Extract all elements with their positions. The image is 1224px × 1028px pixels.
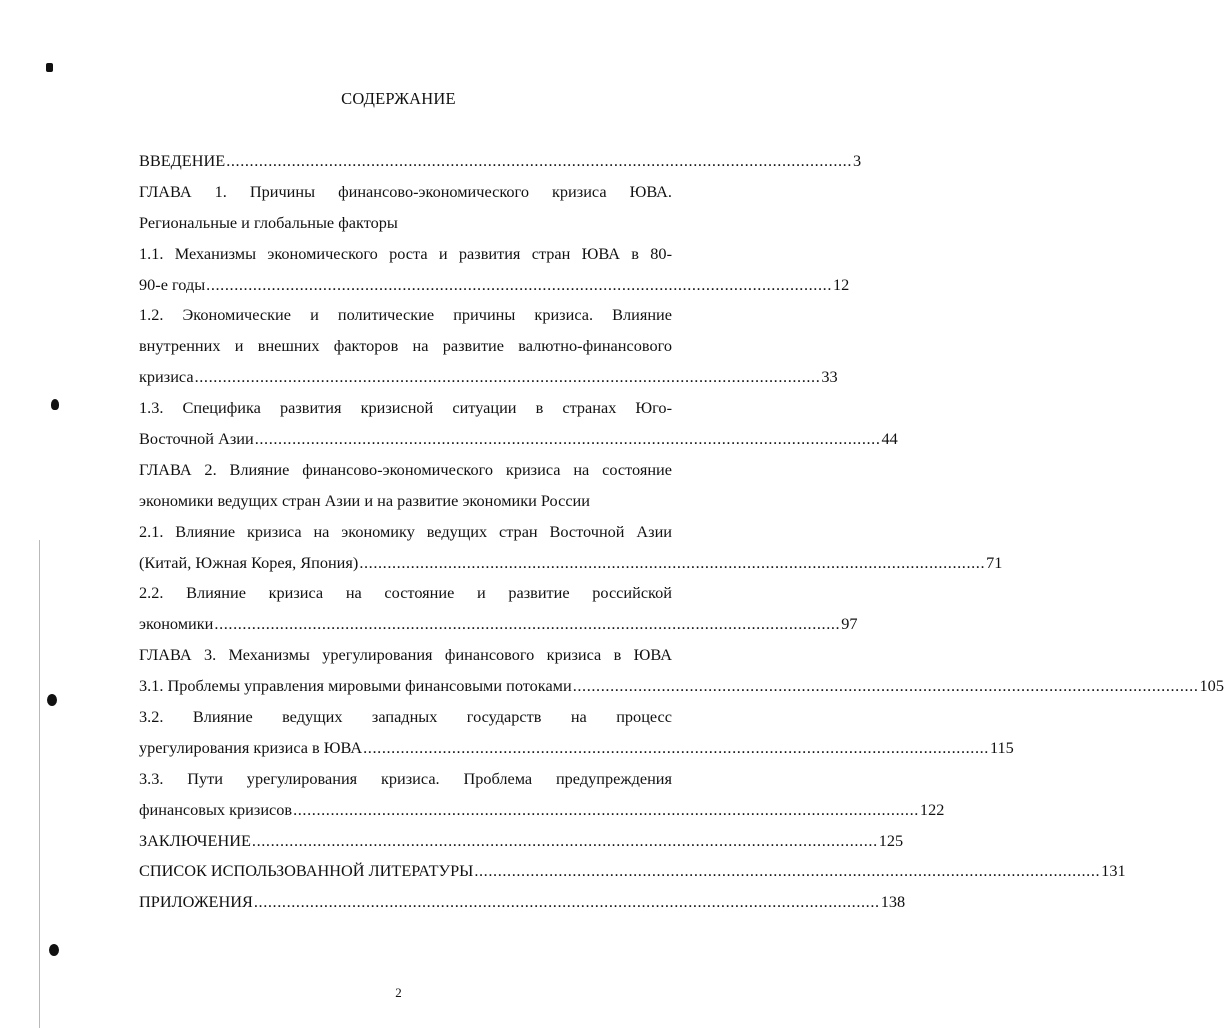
toc-entry-page: 138 [880,892,906,912]
toc-entry-page: 33 [821,367,838,387]
dot-leader: ...................................................................................................................................... [293,799,919,819]
toc-entry-section-1-2-end [139,362,838,393]
toc-entry-text: Восточной Азии [139,429,254,449]
toc-entry-references [139,856,1126,887]
toc-entry-page: 105 [1199,676,1224,696]
toc-entry-section-3-1 [139,671,1224,702]
toc-entry-section-3-3: 3.3. Пути урегулирования кризиса. Проблема предупреждения [139,768,672,788]
dot-leader: ...................................................................................................................................... [359,552,986,572]
dot-leader: ...................................................................................................................................... [474,861,1101,881]
toc-entry-text: ПРИЛОЖЕНИЯ [139,892,253,912]
toc-entry-page: 97 [841,614,858,634]
table-of-contents [139,146,1224,918]
toc-entry-text: СПИСОК ИСПОЛЬЗОВАННОЙ ЛИТЕРАТУРЫ [139,861,474,881]
page-number: 2 [395,985,402,1000]
toc-entry-chapter-1-cont: Региональные и глобальные факторы [139,212,398,232]
toc-entry-text: ЗАКЛЮЧЕНИЕ [139,830,251,850]
toc-entry-appendices [139,887,906,918]
dot-leader: ...................................................................................................................................... [572,676,1199,696]
scan-mark-2 [51,399,59,410]
toc-entry-section-1-2: 1.2. Экономические и политические причины кризиса. Влияние [139,305,672,325]
toc-entry-chapter-3: ГЛАВА 3. Механизмы урегулирования финансового кризиса в ЮВА [139,645,672,665]
toc-entry-text: кризиса [139,367,194,387]
toc-entry-section-2-2: 2.2. Влияние кризиса на состояние и развитие российской [139,583,672,603]
toc-entry-section-2-2-cont [139,609,858,640]
toc-entry-chapter-2: ГЛАВА 2. Влияние финансово-экономического кризиса на состояние [139,459,672,479]
toc-entry-text: экономики [139,614,214,634]
dot-leader: ...................................................................................................................................... [251,830,878,850]
toc-entry-page: 71 [986,552,1003,572]
toc-entry-page: 44 [881,429,898,449]
dot-leader: ...................................................................................................................................... [363,737,989,757]
scan-mark-4 [49,944,59,956]
toc-entry-chapter-1: ГЛАВА 1. Причины финансово-экономического кризиса ЮВА. [139,181,672,201]
toc-entry-text: финансовых кризисов [139,799,293,819]
dot-leader: ...................................................................................................................................... [254,429,881,449]
toc-entry-section-2-1: 2.1. Влияние кризиса на экономику ведущих стран Восточной Азии [139,521,672,541]
toc-entry-conclusion [139,826,904,857]
toc-entry-introduction [139,146,862,177]
toc-entry-text: 90-е годы [139,274,206,294]
dot-leader: ...................................................................................................................................... [214,614,841,634]
toc-entry-section-1-2-cont: внутренних и внешних факторов на развитие валютно-финансового [139,336,672,356]
dot-leader: ...................................................................................................................................... [253,892,880,912]
scan-mark-1 [46,63,53,72]
toc-entry-section-2-1-cont [139,548,1003,579]
page-title: СОДЕРЖАНИЕ [341,89,456,108]
toc-entry-text: ВВЕДЕНИЕ [139,151,226,170]
toc-entry-page: 3 [853,151,862,170]
toc-entry-section-1-1: 1.1. Механизмы экономического роста и развития стран ЮВА в 80- [139,243,672,263]
toc-entry-page: 125 [878,830,904,850]
toc-entry-page: 12 [833,274,850,294]
toc-entry-chapter-2-cont: экономики ведущих стран Азии и на развитие экономики России [139,490,590,510]
scan-mark-3 [47,694,57,706]
scan-edge-line [39,540,40,1028]
toc-entry-text: 3.1. Проблемы управления мировыми финансовыми потоками [139,676,572,696]
toc-entry-page: 131 [1101,861,1126,881]
dot-leader: ...................................................................................................................................... [206,274,832,294]
dot-leader: ...................................................................................................................................... [194,367,821,387]
toc-entry-section-3-2-cont [139,733,1014,764]
toc-entry-page: 122 [919,799,945,819]
toc-entry-section-1-3-cont [139,424,898,455]
toc-entry-section-3-3-cont [139,795,945,826]
toc-entry-page: 115 [989,737,1014,757]
toc-entry-text: (Китай, Южная Корея, Япония) [139,552,359,572]
toc-entry-text: урегулирования кризиса в ЮВА [139,737,363,757]
toc-entry-section-1-1-cont [139,270,850,301]
dot-leader: ...................................................................................................................................... [226,151,853,170]
toc-entry-section-3-2: 3.2. Влияние ведущих западных государств на процесс [139,707,672,727]
toc-entry-section-1-3: 1.3. Специфика развития кризисной ситуации в странах Юго- [139,398,672,418]
